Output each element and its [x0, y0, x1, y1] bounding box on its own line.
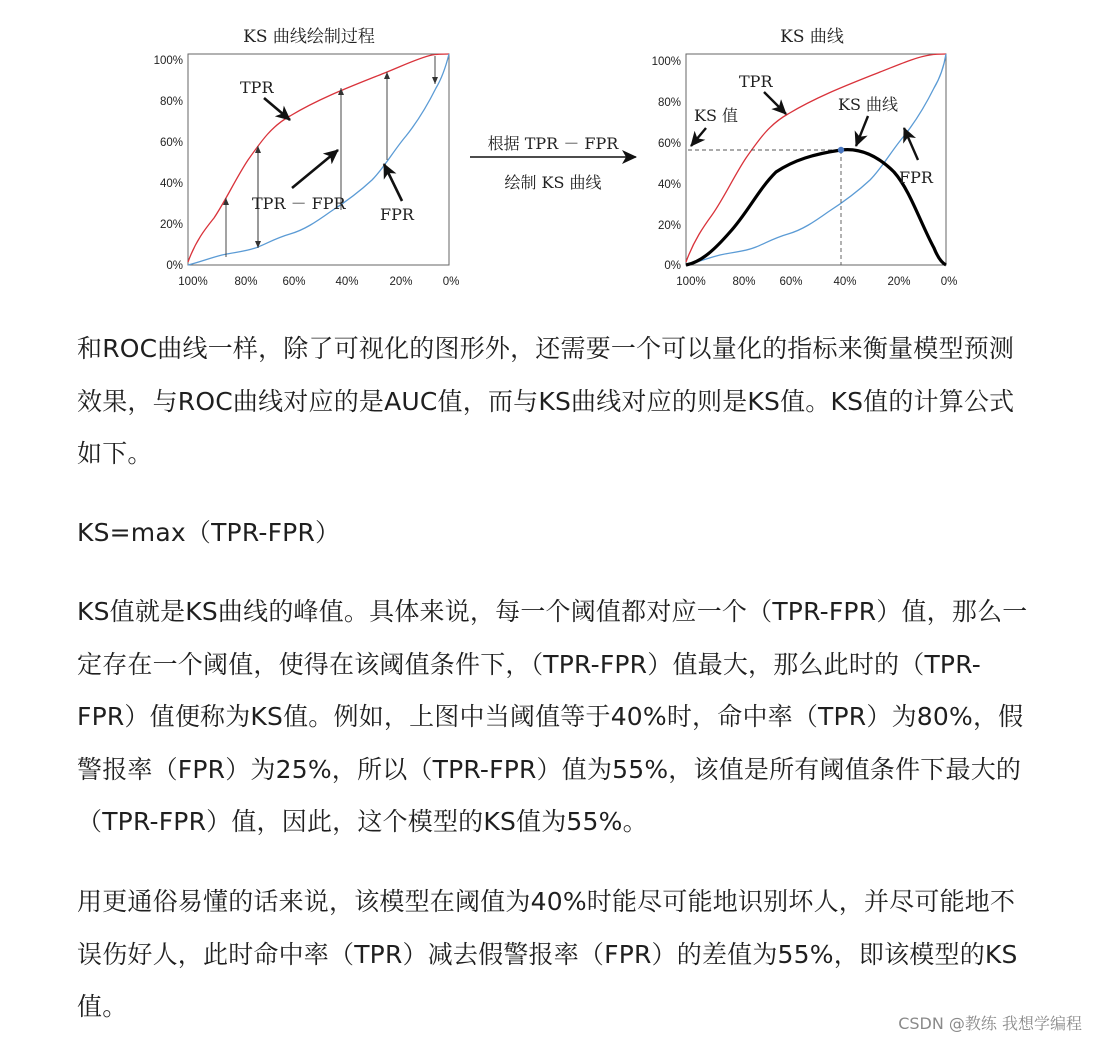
right-x-tick: 20% [887, 276, 911, 288]
left-chart-title: KS 曲线绘制过程 [243, 27, 375, 47]
right-y-tick: 100% [651, 56, 681, 68]
right-ks-curve-label: KS 曲线 [838, 95, 899, 114]
right-x-tick: 80% [732, 276, 756, 288]
watermark: CSDN @教练 我想学编程 [898, 1014, 1082, 1033]
right-y-ticks [652, 56, 681, 272]
left-x-tick: 20% [389, 276, 413, 288]
left-x-tick: 0% [442, 276, 460, 288]
left-diff-pointer [292, 150, 338, 188]
right-chart-title: KS 曲线 [780, 27, 844, 47]
left-y-tick: 40% [159, 178, 183, 190]
left-x-tick: 100% [178, 276, 208, 288]
right-y-tick: 80% [657, 97, 681, 109]
arrow-text-line2: 绘制 KS 曲线 [504, 173, 602, 192]
left-tpr-pointer [264, 98, 290, 120]
right-y-tick: 20% [657, 220, 681, 232]
right-plot-frame [686, 54, 946, 265]
left-x-tick: 60% [282, 276, 306, 288]
transition-arrow [470, 134, 636, 192]
left-y-tick: 20% [159, 219, 183, 231]
right-fpr-label: FPR [899, 168, 933, 187]
right-y-tick: 40% [657, 179, 681, 191]
left-tpr-label: TPR [240, 78, 274, 97]
right-fpr-pointer [904, 128, 918, 160]
left-y-tick: 100% [153, 55, 183, 67]
right-x-tick: 100% [676, 276, 706, 288]
right-x-tick: 60% [779, 276, 803, 288]
left-y-tick: 60% [159, 137, 183, 149]
left-plot-frame [188, 54, 449, 265]
left-chart [154, 27, 460, 288]
right-y-tick: 60% [657, 138, 681, 150]
arrow-text-line1: 根据 TPR － FPR [487, 134, 619, 153]
left-y-ticks [154, 55, 183, 272]
ks-curve [686, 150, 946, 265]
right-y-tick: 0% [664, 260, 681, 272]
ks-value-pointer [691, 128, 706, 146]
left-x-tick: 40% [335, 276, 359, 288]
left-y-tick: 0% [166, 260, 183, 272]
left-fpr-line [188, 54, 449, 265]
right-tpr-label: TPR [739, 72, 773, 91]
right-tpr-pointer [764, 92, 786, 114]
paragraph-formula: KS=max（TPR-FPR） [77, 518, 341, 547]
left-y-tick: 80% [159, 96, 183, 108]
right-chart [652, 27, 958, 288]
left-diff-label: TPR － FPR [252, 194, 346, 213]
left-x-ticks [178, 276, 459, 288]
paragraph-summary: 用更通俗易懂的话来说，该模型在阈值为40%时能尽可能地识别坏人，并尽可能地不误伤好人，此时命中率（TPR）减去假警报率（FPR）的差值为55%，即该模型的KS值。 [77, 887, 1018, 1021]
right-x-ticks [676, 276, 957, 288]
right-tpr-line [686, 54, 946, 262]
paragraph-intro: 和ROC曲线一样，除了可视化的图形外，还需要一个可以量化的指标来衡量模型预测效果，与ROC曲线对应的是AUC值，而与KS曲线对应的则是KS值。KS值的计算公式如下。 [77, 334, 1015, 468]
ks-figure [0, 0, 1098, 300]
left-tpr-line [188, 54, 449, 262]
paragraph-explanation: KS值就是KS曲线的峰值。具体来说，每一个阈值都对应一个（TPR-FPR）值，那么一定存在一个阈值，使得在该阈值条件下，（TPR-FPR）值最大，那么此时的（TPR-FPR）值便称为KS值。例如，上图中当阈值等于40%时，命中率（TPR）为80%，假警报率（FPR）为25%，所以（TPR-FPR）值为55%，该值是所有阈值条件下最大的（TPR-FPR）值，因此，这个模型的KS值为55%。 [77, 597, 1028, 836]
right-x-tick: 40% [833, 276, 857, 288]
right-ks-value-label: KS 值 [694, 106, 739, 125]
right-x-tick: 0% [940, 276, 958, 288]
right-fpr-line [686, 54, 946, 265]
left-fpr-label: FPR [380, 205, 414, 224]
left-fpr-pointer [384, 164, 402, 201]
ks-curve-pointer [856, 116, 868, 146]
left-x-tick: 80% [234, 276, 258, 288]
ks-peak-point [838, 147, 844, 153]
